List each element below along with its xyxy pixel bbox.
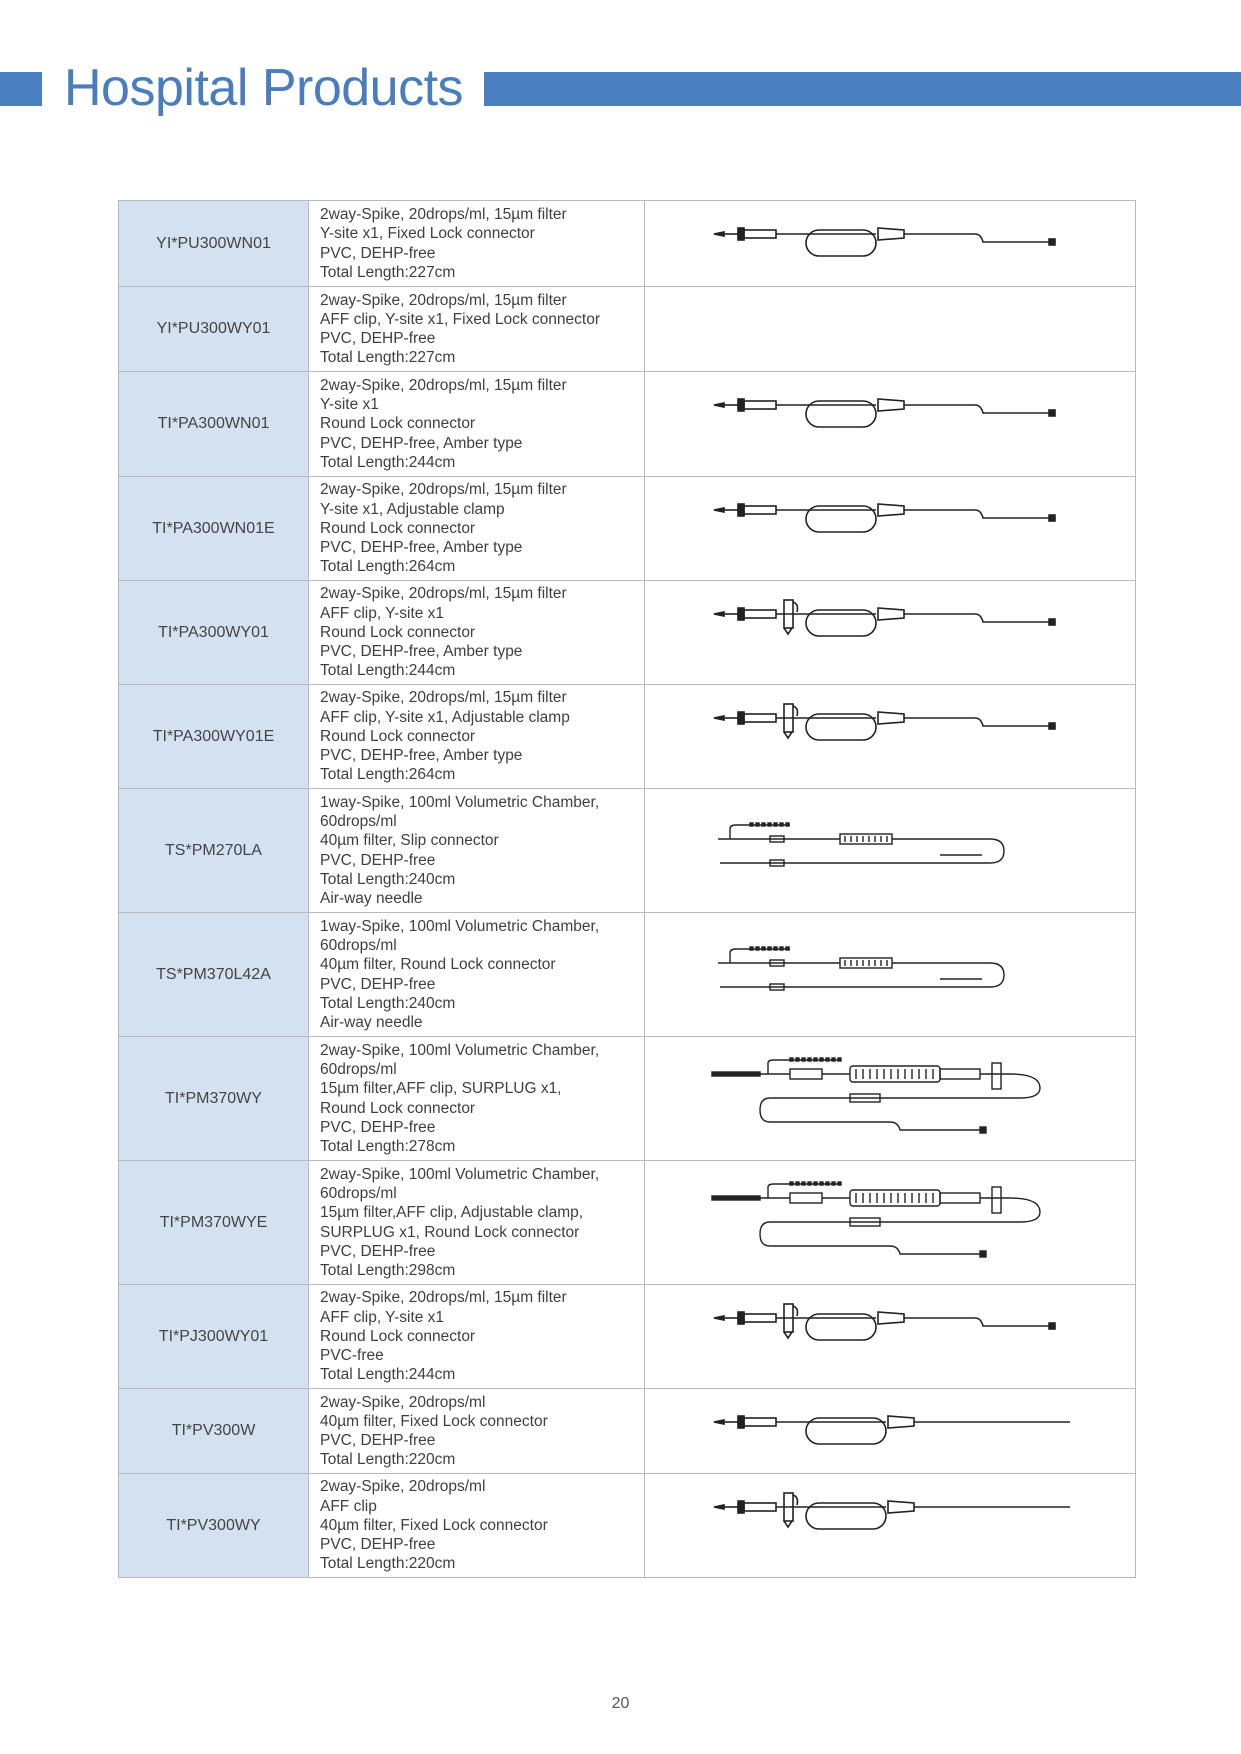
description-line: PVC-free [320,1347,384,1365]
product-code: TI*PJ300WY01 [119,1285,309,1389]
product-description [309,581,645,685]
product-drawing-cell [645,581,1136,685]
product-description [309,287,645,372]
description-line: Total Length:240cm [320,994,456,1012]
product-row [119,581,1136,685]
description-line: Total Length:220cm [320,1451,456,1469]
description-line: Air-way needle [320,889,423,907]
description-line: 2way-Spike, 100ml Volumetric Chamber, [320,1041,600,1059]
description-line: Total Length:278cm [320,1137,456,1155]
description-line: 40µm filter, Slip connector [320,832,499,850]
description-line: 40µm filter, Fixed Lock connector [320,1516,548,1534]
description-line: Round Lock connector [320,727,476,745]
infusion-set-drawing [710,1288,1070,1386]
description-line: Y-site x1, Adjustable clamp [320,500,505,518]
product-code: TI*PA300WN01E [119,477,309,581]
header-accent-block [0,72,42,106]
product-code: YI*PU300WN01 [119,201,309,287]
product-row [119,789,1136,913]
product-drawing-cell [645,372,1136,477]
product-drawing-cell [645,477,1136,581]
description-line: Round Lock connector [320,519,476,537]
product-description [309,1285,645,1389]
description-line: Round Lock connector [320,1099,476,1117]
infusion-set-drawing [710,688,1070,786]
description-line: Total Length:244cm [320,662,456,680]
infusion-set-drawing [710,480,1070,578]
infusion-set-drawing [710,375,1070,474]
product-row [119,1285,1136,1389]
product-description [309,789,645,913]
infusion-set-drawing [710,1049,1070,1149]
product-drawing-cell [645,201,1136,287]
description-line: AFF clip, Y-site x1, Fixed Lock connector [320,310,600,328]
description-line: 15µm filter,AFF clip, SURPLUG x1, [320,1080,562,1098]
product-drawing-cell [645,789,1136,913]
description-line: 15µm filter,AFF clip, Adjustable clamp, [320,1204,584,1222]
description-line: 2way-Spike, 20drops/ml, 15µm filter [320,689,567,707]
page-title: Hospital Products [64,59,464,117]
product-description [309,685,645,789]
product-row [119,1037,1136,1161]
description-line: 2way-Spike, 20drops/ml [320,1393,486,1411]
description-line: AFF clip, Y-site x1 [320,604,445,622]
description-line: Total Length:264cm [320,766,456,784]
infusion-set-drawing [710,204,1070,284]
description-line: PVC, DEHP-free [320,330,436,347]
infusion-set-drawing [710,1392,1070,1471]
product-code: TI*PA300WY01 [119,581,309,685]
infusion-set-drawing [710,584,1070,682]
description-line: 60drops/ml [320,1061,397,1079]
description-line: PVC, DEHP-free, Amber type [320,434,523,452]
product-row [119,913,1136,1037]
description-line: PVC, DEHP-free [320,975,436,993]
description-line: Total Length:298cm [320,1261,456,1279]
product-description [309,1037,645,1161]
description-line: PVC, DEHP-free [320,1242,436,1260]
product-description [309,477,645,581]
description-line: Total Length:244cm [320,453,456,471]
product-code: TI*PM370WYE [119,1161,309,1285]
product-table [118,200,1136,1578]
product-description [309,1161,645,1285]
infusion-set-drawing [710,1173,1070,1273]
description-line: 40µm filter, Round Lock connector [320,956,556,974]
description-line: 2way-Spike, 20drops/ml, 15µm filter [320,1289,567,1307]
product-description [309,201,645,287]
product-code: TI*PV300W [119,1389,309,1474]
product-row [119,201,1136,287]
description-line: Total Length:227cm [320,349,456,367]
infusion-set-drawing [710,925,1070,1025]
header-accent-bar [484,72,1241,106]
product-code: TS*PM270LA [119,789,309,913]
description-line: Total Length:220cm [320,1555,456,1573]
product-code: TI*PA300WN01 [119,372,309,477]
product-description [309,1389,645,1474]
product-drawing-cell [645,1037,1136,1161]
product-row [119,1161,1136,1285]
product-row [119,1389,1136,1474]
description-line: PVC, DEHP-free [320,1432,436,1449]
description-line: Y-site x1, Fixed Lock connector [320,225,535,243]
description-line: Round Lock connector [320,1327,476,1345]
product-drawing-cell [645,1161,1136,1285]
description-line: 60drops/ml [320,813,397,831]
description-line: PVC, DEHP-free, Amber type [320,539,523,557]
description-line: AFF clip, Y-site x1, Adjustable clamp [320,708,570,726]
infusion-set-drawing [710,1477,1070,1575]
product-description [309,372,645,477]
description-line: PVC, DEHP-free [320,1536,436,1554]
product-drawing-cell [645,287,1136,372]
product-description [309,1474,645,1578]
description-line: PVC, DEHP-free [320,244,436,262]
description-line: SURPLUG x1, Round Lock connector [320,1223,580,1241]
description-line: 2way-Spike, 20drops/ml, 15µm filter [320,376,567,394]
product-row [119,372,1136,477]
page-number: 20 [611,1695,630,1712]
description-line: 1way-Spike, 100ml Volumetric Chamber, [320,917,600,935]
description-line: 2way-Spike, 100ml Volumetric Chamber, [320,1165,600,1183]
product-row [119,685,1136,789]
product-drawing-cell [645,685,1136,789]
product-code: YI*PU300WY01 [119,287,309,372]
product-code: TI*PV300WY [119,1474,309,1578]
description-line: Round Lock connector [320,415,476,433]
description-line: 60drops/ml [320,1185,397,1203]
product-code: TI*PM370WY [119,1037,309,1161]
description-line: 2way-Spike, 20drops/ml, 15µm filter [320,206,567,224]
description-line: 1way-Spike, 100ml Volumetric Chamber, [320,793,600,811]
description-line: 2way-Spike, 20drops/ml, 15µm filter [320,291,567,309]
description-line: Air-way needle [320,1013,423,1031]
description-line: PVC, DEHP-free, Amber type [320,643,523,661]
description-line: Round Lock connector [320,623,476,641]
product-table-body [119,201,1136,1578]
product-row [119,287,1136,372]
product-row [119,477,1136,581]
infusion-set-drawing [710,801,1070,901]
description-line: 2way-Spike, 20drops/ml [320,1478,486,1496]
description-line: AFF clip, Y-site x1 [320,1308,445,1326]
description-line: PVC, DEHP-free, Amber type [320,747,523,765]
description-line: Y-site x1 [320,396,379,414]
product-code: TI*PA300WY01E [119,685,309,789]
description-line: 2way-Spike, 20drops/ml, 15µm filter [320,481,567,499]
description-line: Total Length:240cm [320,870,456,888]
description-line: 60drops/ml [320,937,397,955]
description-line: PVC, DEHP-free [320,1118,436,1136]
description-line: PVC, DEHP-free [320,851,436,869]
product-drawing-cell [645,1285,1136,1389]
description-line: Total Length:244cm [320,1366,456,1384]
product-drawing-cell [645,1474,1136,1578]
product-row [119,1474,1136,1578]
product-description [309,913,645,1037]
description-line: 40µm filter, Fixed Lock connector [320,1412,548,1430]
description-line: Total Length:264cm [320,558,456,576]
description-line: 2way-Spike, 20drops/ml, 15µm filter [320,585,567,603]
product-drawing-cell [645,913,1136,1037]
description-line: Total Length:227cm [320,263,456,281]
product-drawing-cell [645,1389,1136,1474]
product-code: TS*PM370L42A [119,913,309,1037]
description-line: AFF clip [320,1497,377,1515]
